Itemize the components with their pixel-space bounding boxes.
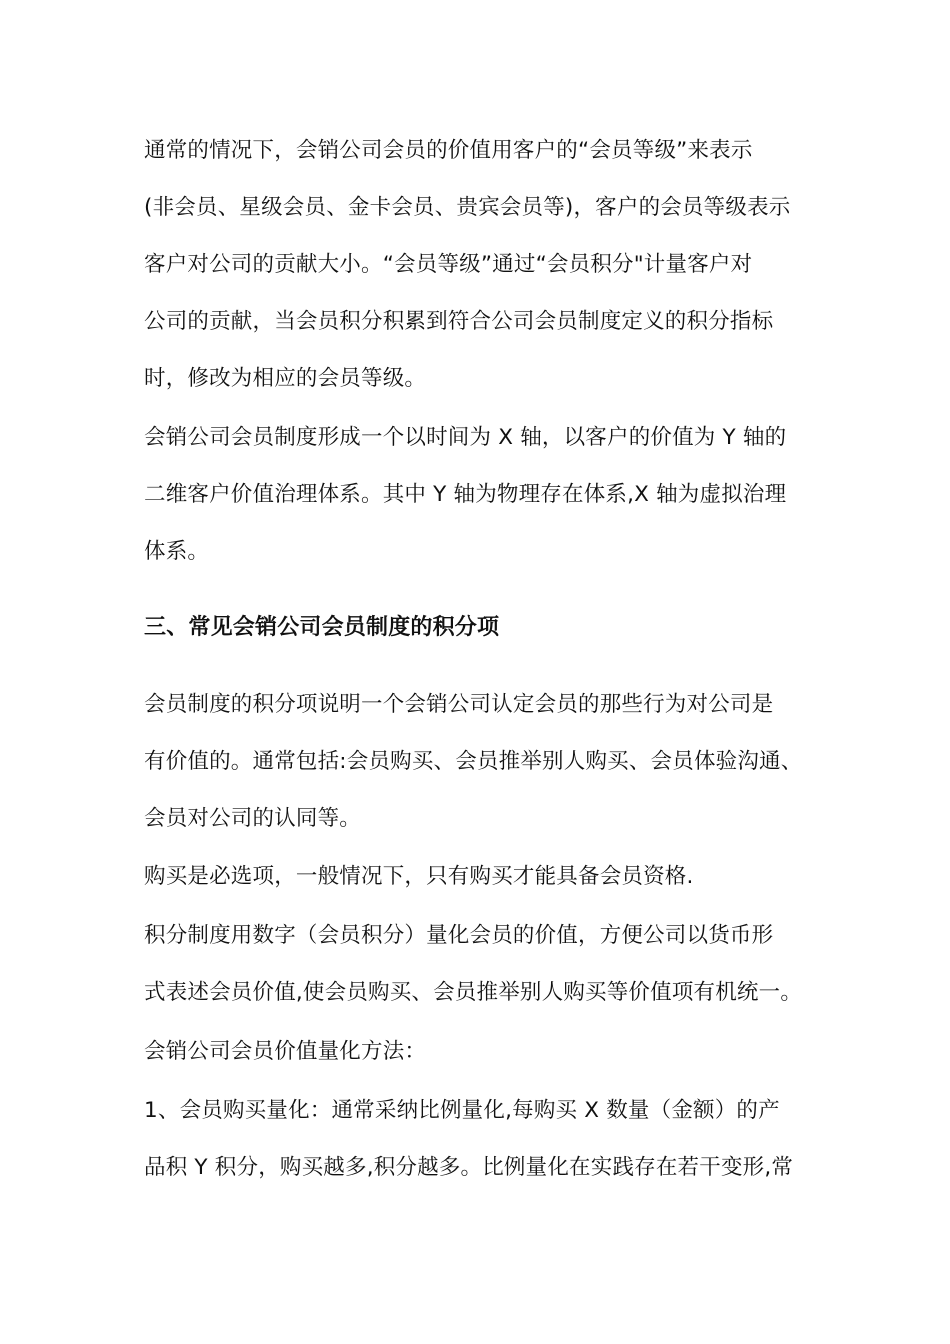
paragraph-1-line-2: (非会员、星级会员、金卡会员、贵宾会员等)，客户的会员等级表示 <box>144 195 791 220</box>
paragraph-3-line-3: 会员对公司的认同等。 <box>144 806 362 831</box>
paragraph-6-line-1: 会销公司会员价值量化方法： <box>144 1039 427 1064</box>
paragraph-5-line-2: 式表述会员价值,使会员购买、会员推举别人购买等价值项有机统一。 <box>144 980 803 1005</box>
paragraph-3-line-2: 有价值的。通常包括:会员购买、会员推举别人购买、会员体验沟通、 <box>144 749 803 774</box>
paragraph-4-line-1: 购买是必选项，一般情况下，只有购买才能具备会员资格. <box>144 864 694 889</box>
paragraph-7-line-2: 品积 Y 积分，购买越多,积分越多。比例量化在实践存在若干变形,常 <box>144 1155 794 1180</box>
paragraph-2-line-2: 二维客户价值治理体系。其中 Y 轴为物理存在体系,X 轴为虚拟治理 <box>144 482 787 507</box>
paragraph-1-line-1: 通常的情况下，会销公司会员的价值用客户的“会员等级”来表示 <box>144 138 753 163</box>
paragraph-1-line-5: 时，修改为相应的会员等级。 <box>144 366 427 391</box>
paragraph-2-line-1: 会销公司会员制度形成一个以时间为 X 轴，以客户的价值为 Y 轴的 <box>144 425 787 450</box>
paragraph-2-line-3: 体系。 <box>144 539 210 564</box>
paragraph-3-line-1: 会员制度的积分项说明一个会销公司认定会员的那些行为对公司是 <box>144 692 774 717</box>
paragraph-7-line-1: 1、会员购买量化：通常采纳比例量化,每购买 X 数量（金额）的产 <box>144 1098 780 1123</box>
paragraph-1-line-4: 公司的贡献，当会员积分积累到符合公司会员制度定义的积分指标 <box>144 309 774 334</box>
paragraph-1-line-3: 客户对公司的贡献大小。“会员等级”通过“会员积分"计量客户对 <box>144 252 753 277</box>
section-heading: 三、常见会销公司会员制度的积分项 <box>144 615 500 640</box>
paragraph-5-line-1: 积分制度用数字（会员积分）量化会员的价值，方便公司以货币形 <box>144 923 774 948</box>
